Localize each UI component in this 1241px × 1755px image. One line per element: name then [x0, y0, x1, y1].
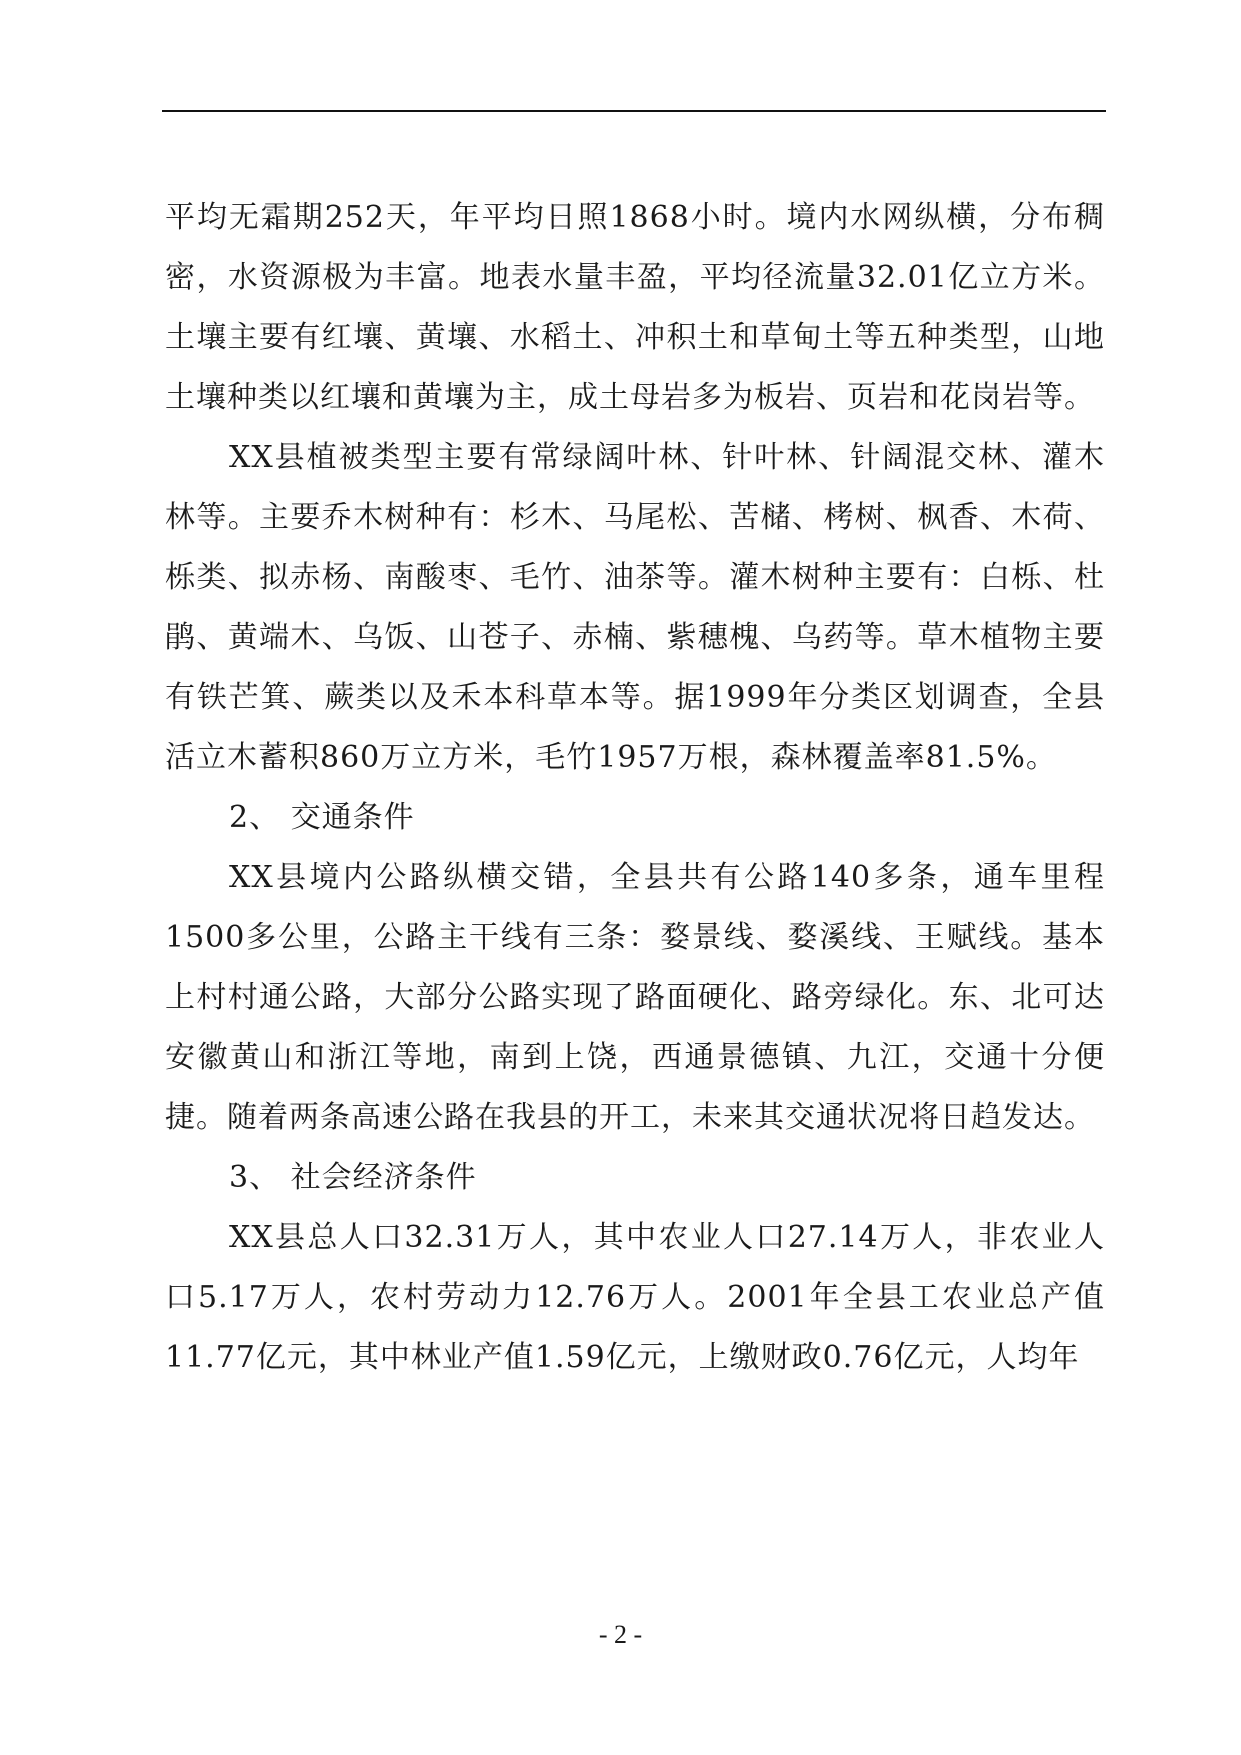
paragraph-socioeconomic: XX县总人口32.31万人，其中农业人口27.14万人，非农业人口5.17万人，农村劳动力12.76万人。2001年全县工农业总产值11.77亿元，其中林业产值1.59亿元，上缴财政0.76亿元，人均年	[165, 1220, 1105, 1375]
page-number: - 2 -	[598, 1620, 643, 1649]
header-rule	[162, 110, 1106, 112]
section-heading-socioeconomic: 3、 社会经济条件	[229, 1160, 477, 1195]
document-body	[165, 188, 1105, 1388]
paragraph-vegetation: XX县植被类型主要有常绿阔叶林、针叶林、针阔混交林、灌木林等。主要乔木树种有：杉木、马尾松、苦槠、栲树、枫香、木荷、栎类、拟赤杨、南酸枣、毛竹、油茶等。灌木树种主要有：白栎、杜鹃、黄端木、乌饭、山苍子、赤楠、紫穗槐、乌药等。草木植物主要有铁芒箕、蕨类以及禾本科草本等。据1999年分类区划调查，全县活立木蓄积860万立方米，毛竹1957万根，森林覆盖率81.5%。	[165, 440, 1105, 775]
paragraph-climate-soil: 平均无霜期252天，年平均日照1868小时。境内水网纵横，分布稠密，水资源极为丰富。地表水量丰盈，平均径流量32.01亿立方米。土壤主要有红壤、黄壤、水稻土、冲积土和草甸土等五种类型，山地土壤种类以红壤和黄壤为主，成土母岩多为板岩、页岩和花岗岩等。	[165, 200, 1105, 415]
paragraph-transport: XX县境内公路纵横交错，全县共有公路140多条，通车里程1500多公里，公路主干线有三条：婺景线、婺溪线、王赋线。基本上村村通公路，大部分公路实现了路面硬化、路旁绿化。东、北可达安徽黄山和浙江等地，南到上饶，西通景德镇、九江，交通十分便捷。随着两条高速公路在我县的开工，未来其交通状况将日趋发达。	[165, 860, 1105, 1135]
section-heading-transport: 2、 交通条件	[229, 800, 415, 835]
